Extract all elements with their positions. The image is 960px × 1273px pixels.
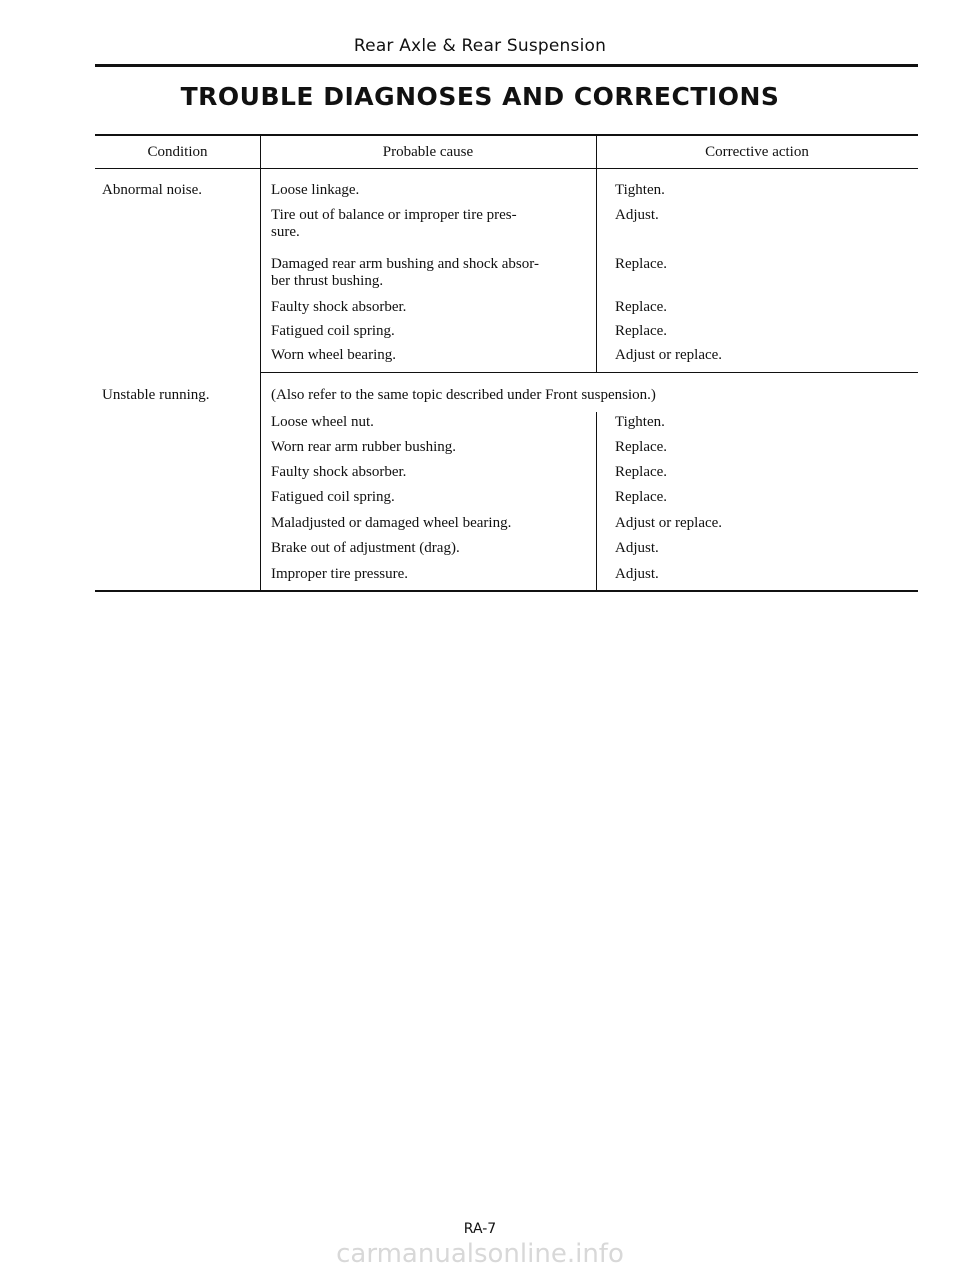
column-header-condition: Condition [147, 144, 208, 160]
column-header-probable-cause: Probable cause [382, 144, 474, 160]
action-cell: Tighten. [615, 414, 665, 430]
action-cell: Tighten. [615, 182, 665, 198]
group-separator-rule [260, 372, 918, 373]
cause-cell: Worn wheel bearing. [271, 347, 396, 363]
header-rule [95, 64, 918, 67]
action-cell: Replace. [615, 256, 668, 272]
group-note: (Also refer to the same topic described under Front suspension.) [271, 387, 656, 403]
action-cell: Adjust. [615, 207, 659, 223]
table-header-rule [95, 168, 918, 169]
action-cell: Adjust or replace. [615, 347, 723, 363]
cause-cell: Damaged rear arm bushing and shock absor- ber thrust bushing. [271, 256, 539, 289]
cause-cell: Fatigued coil spring. [271, 323, 395, 339]
action-cell: Replace. [615, 464, 668, 480]
column-divider-1 [260, 134, 261, 591]
action-cell: Adjust or replace. [615, 515, 723, 531]
cause-cell: Loose linkage. [271, 182, 360, 198]
condition-cell: Unstable running. [102, 387, 210, 403]
column-header-corrective-action: Corrective action [705, 144, 809, 160]
cause-cell: Worn rear arm rubber bushing. [271, 439, 456, 455]
page-title: TROUBLE DIAGNOSES AND CORRECTIONS [180, 82, 780, 111]
action-cell: Adjust. [615, 540, 659, 556]
action-cell: Replace. [615, 439, 668, 455]
cause-cell: Brake out of adjustment (drag). [271, 540, 460, 556]
cause-cell: Loose wheel nut. [271, 414, 374, 430]
cause-cell: Tire out of balance or improper tire pres- sure. [271, 207, 517, 240]
action-cell: Replace. [615, 299, 668, 315]
watermark: carmanualsonline.info [336, 1239, 624, 1269]
column-divider-2-lower [596, 412, 597, 591]
cause-cell: Faulty shock absorber. [271, 299, 407, 315]
page-number: RA-7 [463, 1221, 497, 1237]
column-divider-2-upper [596, 134, 597, 372]
action-cell: Replace. [615, 323, 668, 339]
action-cell: Adjust. [615, 566, 659, 582]
table-top-rule [95, 134, 918, 136]
cause-cell: Fatigued coil spring. [271, 489, 395, 505]
section-header: Rear Axle & Rear Suspension [353, 36, 607, 56]
table-bottom-rule [95, 590, 918, 592]
cause-cell: Faulty shock absorber. [271, 464, 407, 480]
cause-cell: Improper tire pressure. [271, 566, 409, 582]
condition-cell: Abnormal noise. [102, 182, 202, 198]
action-cell: Replace. [615, 489, 668, 505]
cause-cell: Maladjusted or damaged wheel bearing. [271, 515, 512, 531]
